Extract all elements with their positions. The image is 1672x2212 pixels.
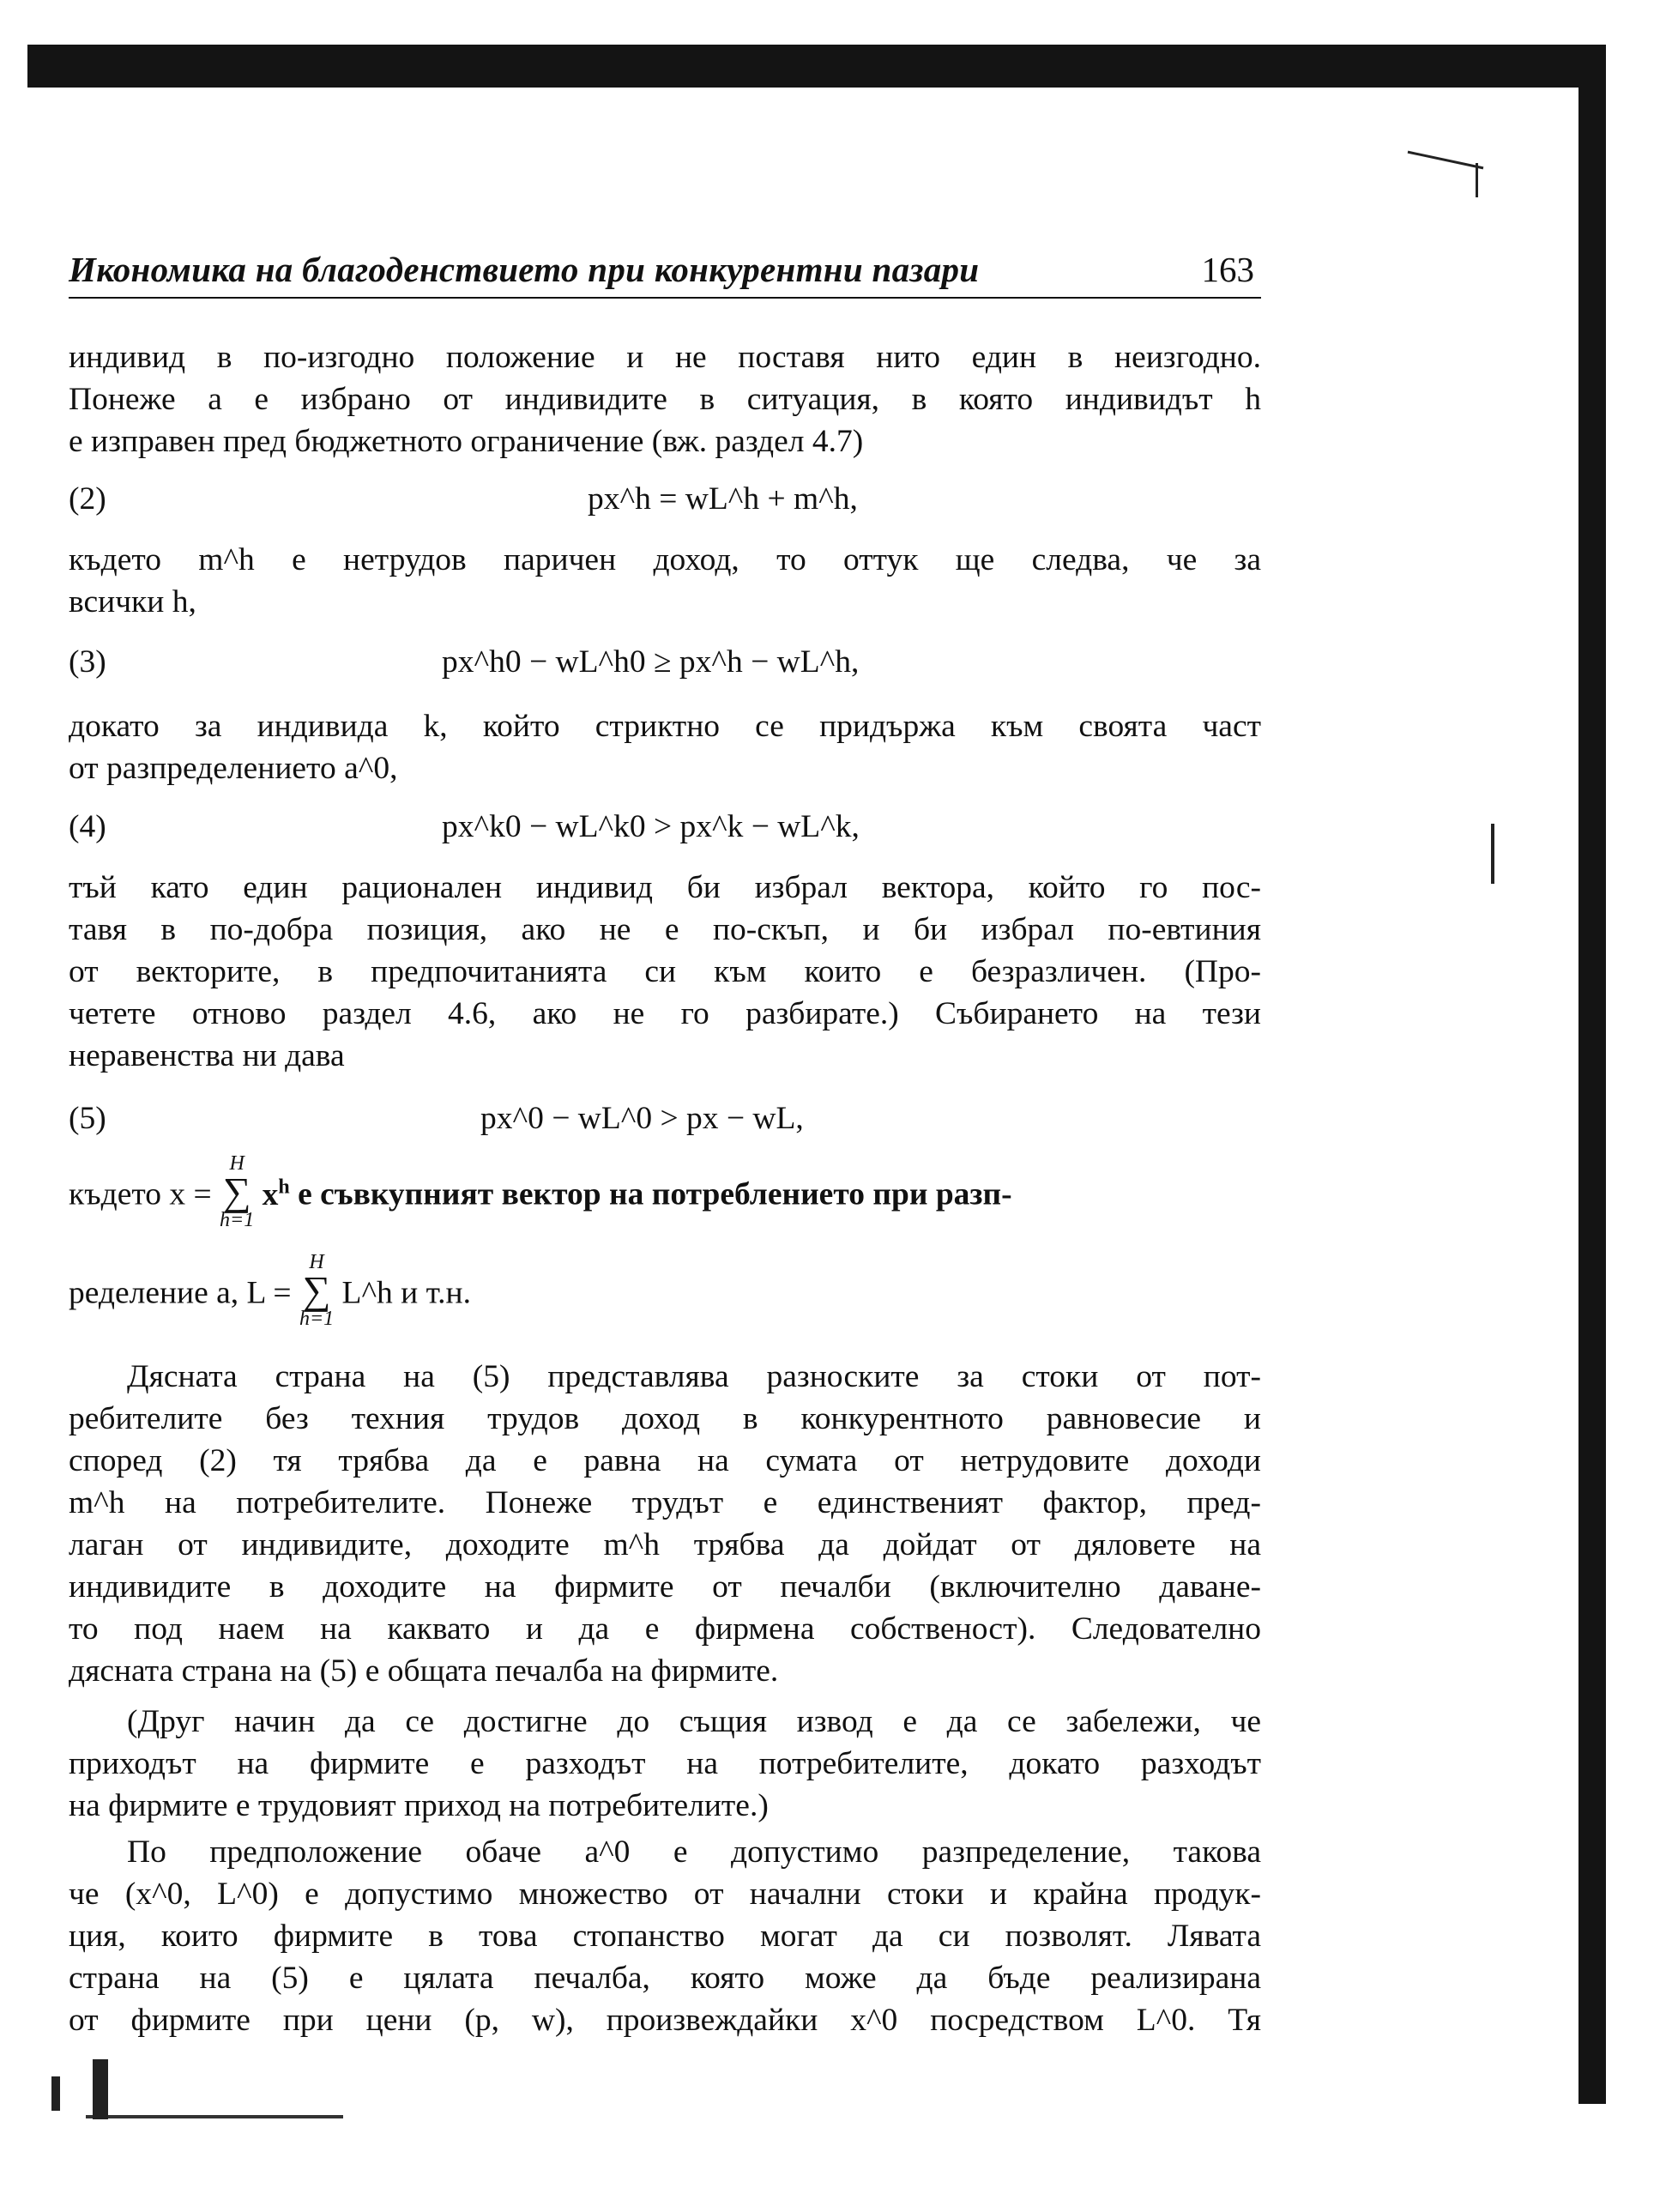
scan-right-border	[1578, 45, 1606, 2104]
equation-body: px^k0 − wL^k0 > px^k − wL^k,	[442, 809, 860, 844]
summation-symbol	[220, 1153, 254, 1230]
text-segment: L^h и т.н.	[341, 1275, 471, 1311]
text-segment: където x =	[69, 1176, 212, 1212]
text-line: на фирмите е трудовият приход на потребителите.)	[69, 1788, 769, 1823]
text-segment: ределение а, L =	[69, 1275, 292, 1311]
running-header	[69, 245, 1261, 299]
text-line: тъй като един рационален индивид би избрал вектора, който го пос-	[69, 870, 1261, 905]
text-line: всички h,	[69, 584, 196, 619]
text-line: че (x^0, L^0) е допустимо множество от начални стоки и крайна продук-	[69, 1877, 1261, 1912]
text-line: индивид в по-изгодно положение и не поставя нито един в неизгодно.	[69, 340, 1261, 375]
page-number: 163	[1201, 250, 1254, 289]
equation-number: (2)	[69, 481, 106, 517]
paragraph-3	[69, 705, 1261, 789]
text-line: докато за индивида k, който стриктно се придържа към своята част	[69, 709, 1261, 744]
text-line: m^h на потребителите. Понеже трудът е единственият фактор, пред-	[69, 1485, 1261, 1520]
text-line: според (2) тя трябва да е равна на сумата от нетрудовите доходи	[69, 1443, 1261, 1478]
summation-line-2	[69, 1251, 1261, 1334]
paragraph-5	[69, 1356, 1261, 1692]
equation-body: px^h0 − wL^h0 ≥ px^h − wL^h,	[442, 644, 860, 680]
sigma-glyph: ∑	[222, 1169, 251, 1213]
text-line: дясната страна на (5) е общата печалба на фирмите.	[69, 1653, 779, 1689]
scan-bottom-mark	[86, 2115, 343, 2118]
text-line: от векторите, в предпочитанията си към които е безразличен. (Про-	[69, 954, 1261, 989]
equation-3	[69, 644, 1261, 686]
equation-body: px^0 − wL^0 > px − wL,	[480, 1101, 804, 1136]
text-line: неравенства ни дава	[69, 1038, 345, 1073]
scan-artifact	[1491, 824, 1494, 884]
text-line: лаган от индивидите, доходите m^h трябва да дойдат от дяловете на	[69, 1527, 1261, 1562]
text-line: където m^h е нетрудов паричен доход, то оттук ще следва, че за	[69, 542, 1261, 577]
sigma-glyph: ∑	[302, 1268, 331, 1312]
sum-upper-limit: H	[229, 1152, 244, 1175]
paragraph-2	[69, 539, 1261, 623]
text-line: от фирмите при цени (p, w), произвеждайки x^0 посредством L^0. Тя	[69, 2003, 1261, 2038]
text-line: Дясната страна на (5) представлява разноските за стоки от пот-	[127, 1359, 1261, 1394]
chapter-title: Икономика на благоденствието при конкурентни пазари	[69, 250, 980, 289]
equation-number: (3)	[69, 644, 106, 680]
paragraph-1	[69, 336, 1261, 462]
text-segment: e съвкупният вектор на потреблението при разп-	[298, 1176, 1012, 1212]
equation-4	[69, 808, 1261, 851]
text-line: страна на (5) е цялата печалба, която може да бъде реализирана	[69, 1961, 1261, 1996]
text-line: ребителите без техния трудов доход в конкурентното равновесие и	[69, 1401, 1261, 1436]
text-line: ция, които фирмите в това стопанство могат да си позволят. Лявата	[69, 1919, 1261, 1954]
equation-number: (4)	[69, 809, 106, 844]
text-line: Понеже а е избрано от индивидите в ситуация, в която индивидът h	[69, 382, 1261, 417]
text-line: е изправен пред бюджетното ограничение (вж. раздел 4.7)	[69, 424, 864, 459]
text-line: По предположение обаче а^0 е допустимо разпределение, такова	[127, 1834, 1261, 1870]
paragraph-4	[69, 867, 1261, 1077]
scan-top-border	[27, 45, 1606, 88]
equation-number: (5)	[69, 1101, 106, 1136]
equation-body: px^h = wL^h + m^h,	[588, 481, 858, 517]
sum-lower-limit: h=1	[220, 1209, 255, 1231]
sum-upper-limit: H	[309, 1251, 324, 1273]
text-line: от разпределението а^0,	[69, 751, 398, 786]
scan-artifact	[93, 2059, 108, 2119]
text-line: индивидите в доходите на фирмите от печалби (включително даване-	[69, 1569, 1261, 1605]
paragraph-6	[69, 1701, 1261, 1827]
summation-symbol	[299, 1252, 334, 1329]
sum-lower-limit: h=1	[299, 1308, 335, 1330]
scan-artifact	[51, 2076, 60, 2111]
scan-artifact	[1476, 163, 1478, 197]
text-line: приходът на фирмите е разходът на потребителите, докато разходът	[69, 1746, 1261, 1781]
text-line: (Друг начин да се достигне до същия извод е да се забележи, че	[127, 1704, 1261, 1739]
text-line: четете отново раздел 4.6, ако не го разбирате.) Събирането на тези	[69, 996, 1261, 1031]
equation-5	[69, 1100, 1261, 1143]
scan-artifact	[1408, 151, 1484, 170]
text-line: тавя в по-добра позиция, ако не е по-скъп, и би избрал по-евтиния	[69, 912, 1261, 947]
equation-2	[69, 480, 1261, 523]
text-line: то под наем на каквато и да е фирмена собственост). Следователно	[69, 1611, 1261, 1647]
summation-line-1: където x = H ∑ h=1 $x^h$ e съвкупният вектор на потреблението при разп-	[69, 1152, 1012, 1231]
paragraph-7	[69, 1831, 1261, 2041]
